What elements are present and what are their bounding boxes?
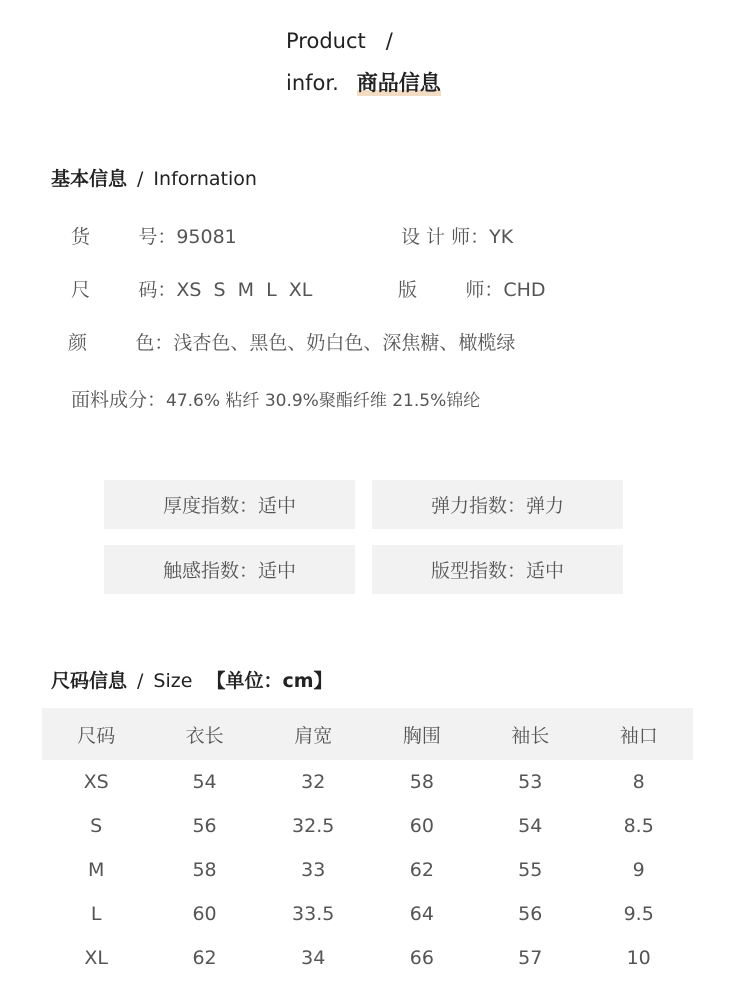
header-shoulder: 肩宽 bbox=[259, 708, 368, 760]
table-cell: S bbox=[90, 815, 103, 837]
designer-row bbox=[401, 222, 513, 249]
table-cell: XL bbox=[84, 947, 108, 969]
table-cell: 58 bbox=[192, 859, 217, 881]
item-number-value: 95081 bbox=[176, 226, 237, 248]
table-cell: 9 bbox=[632, 859, 645, 881]
size-title-sep: / bbox=[137, 670, 144, 692]
size-unit-label: 【单位：cm】 bbox=[206, 670, 333, 692]
header-cn-label: 商品信息 bbox=[357, 67, 441, 97]
table-cell: 58 bbox=[409, 771, 434, 793]
table-cell: 10 bbox=[626, 947, 651, 969]
table-row bbox=[42, 936, 693, 980]
size-label: 尺 码： bbox=[71, 279, 177, 301]
table-cell: 57 bbox=[518, 947, 543, 969]
table-row bbox=[42, 760, 693, 804]
size-value: XS S M L XL bbox=[176, 279, 313, 301]
table-row bbox=[42, 848, 693, 892]
table-row bbox=[42, 804, 693, 848]
table-cell: M bbox=[87, 859, 105, 881]
item-number-row bbox=[71, 222, 237, 249]
header-cuff: 袖口 bbox=[584, 708, 693, 760]
table-cell: 54 bbox=[192, 771, 217, 793]
table-cell: 54 bbox=[518, 815, 543, 837]
header-subtitle bbox=[286, 67, 441, 97]
designer-value: YK bbox=[489, 226, 514, 248]
table-cell: XS bbox=[83, 771, 109, 793]
table-cell: 64 bbox=[409, 903, 434, 925]
header-title-en: Product / bbox=[286, 29, 393, 53]
thickness-index: 厚度指数：适中 bbox=[104, 480, 355, 529]
table-cell: 9.5 bbox=[623, 903, 654, 925]
table-cell: L bbox=[90, 903, 102, 925]
table-cell: 56 bbox=[192, 815, 217, 837]
header-en-label: infor. bbox=[286, 71, 339, 95]
table-cell: 55 bbox=[518, 859, 543, 881]
fabric-value: 47.6% 粘纤 30.9%聚酯纤维 21.5%锦纶 bbox=[166, 391, 481, 411]
table-cell: 34 bbox=[301, 947, 326, 969]
table-cell: 32.5 bbox=[292, 815, 335, 837]
table-cell: 32 bbox=[301, 771, 326, 793]
fabric-label: 面料成分： bbox=[71, 389, 167, 411]
color-label: 颜 色： bbox=[68, 332, 174, 354]
item-number-label: 货 号： bbox=[71, 226, 177, 248]
table-cell: 56 bbox=[518, 903, 543, 925]
table-cell: 53 bbox=[518, 771, 543, 793]
header-sleeve: 袖长 bbox=[476, 708, 584, 760]
table-cell: 8.5 bbox=[623, 815, 654, 837]
basic-title-sep: / bbox=[137, 168, 144, 190]
basic-info-title bbox=[51, 164, 257, 191]
size-title-cn: 尺码信息 bbox=[51, 670, 128, 692]
table-row bbox=[42, 892, 693, 936]
touch-index: 触感指数：适中 bbox=[104, 545, 355, 594]
fit-index: 版型指数：适中 bbox=[372, 545, 623, 594]
color-value: 浅杏色、黑色、奶白色、深焦糖、橄榄绿 bbox=[173, 332, 516, 354]
size-row bbox=[71, 275, 312, 302]
table-cell: 33 bbox=[301, 859, 326, 881]
pattern-maker-value: CHD bbox=[503, 279, 546, 301]
table-cell: 62 bbox=[192, 947, 217, 969]
size-info-title bbox=[51, 666, 333, 693]
table-cell: 8 bbox=[632, 771, 645, 793]
pattern-maker-row bbox=[398, 275, 546, 302]
table-cell: 33.5 bbox=[292, 903, 335, 925]
pattern-maker-label: 版 师： bbox=[398, 279, 504, 301]
header-chest: 胸围 bbox=[368, 708, 476, 760]
header-length: 衣长 bbox=[150, 708, 258, 760]
basic-title-cn: 基本信息 bbox=[51, 168, 128, 190]
basic-title-en: Infornation bbox=[153, 168, 257, 190]
color-row bbox=[68, 328, 515, 355]
designer-label: 设 计 师： bbox=[401, 226, 490, 248]
size-table bbox=[42, 708, 693, 980]
table-cell: 60 bbox=[192, 903, 217, 925]
table-cell: 62 bbox=[409, 859, 434, 881]
table-cell: 66 bbox=[409, 947, 434, 969]
size-table-header bbox=[42, 708, 693, 760]
elasticity-index: 弹力指数：弹力 bbox=[372, 480, 623, 529]
fabric-row bbox=[71, 385, 480, 412]
size-title-en: Size bbox=[153, 670, 193, 692]
header-size: 尺码 bbox=[42, 708, 150, 760]
table-cell: 60 bbox=[409, 815, 434, 837]
